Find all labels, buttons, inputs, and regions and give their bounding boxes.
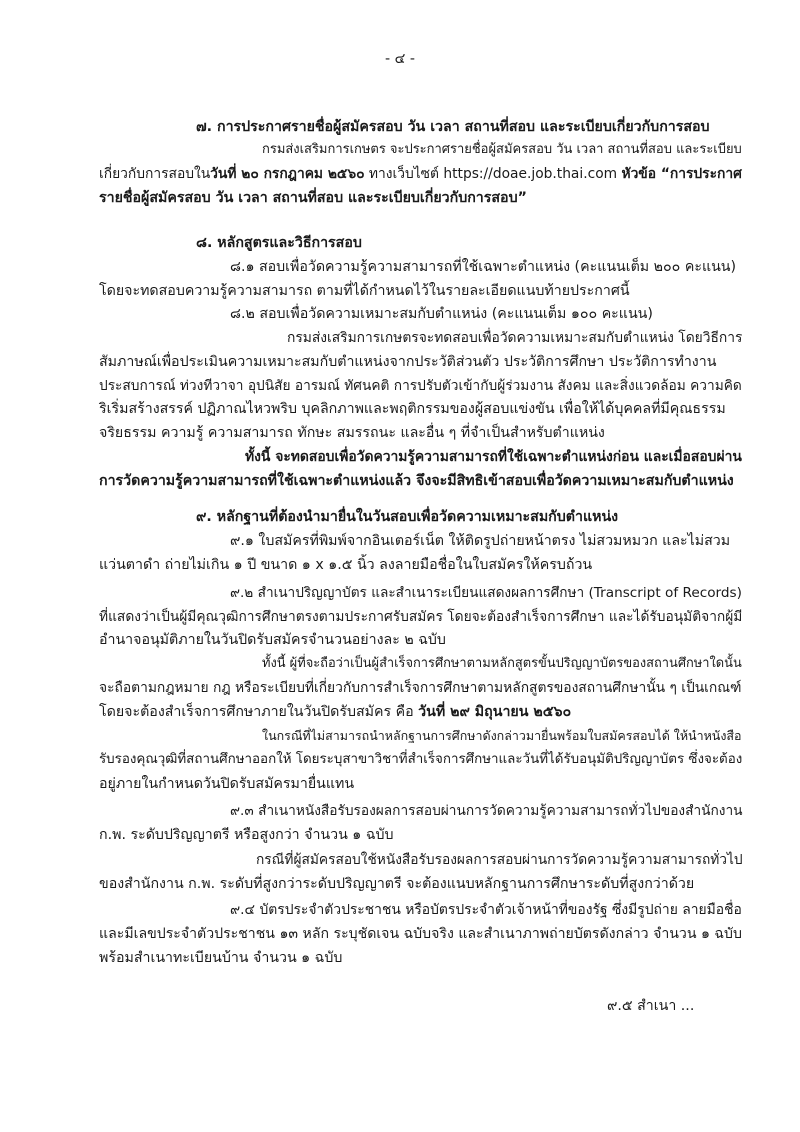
section-9-line: และมีเลขประจำตัวประชาชน ๑๓ หลัก ระบุชัดเจน ฉบับจริง และสำเนาภาพถ่ายบัตรดังกล่าว จำนวน ๑ ฉบับ: [99, 926, 742, 942]
section-8-line: โดยจะทดสอบความรู้ความสามารถ ตามที่ได้กำหนดไว้ในรายละเอียดแนบท้ายประกาศนี้: [99, 283, 630, 299]
website-text: ทางเว็บไซต์ https://doae.job.thai.com: [364, 166, 622, 182]
section-8-line: สัมภาษณ์เพื่อประเมินความเหมาะสมกับตำแหน่งจากประวัติส่วนตัว ประวัติการศึกษา ประวัติการทำงาน: [99, 354, 717, 370]
section-8-line: การวัดความรู้ความสามารถที่ใช้เฉพาะตำแหน่งแล้ว จึงจะมีสิทธิเข้าสอบเพื่อวัดความเหมาะสมกับตำแหน่ง: [99, 473, 734, 489]
announce-date: วันที่ ๒๐ กรกฎาคม ๒๕๖๐: [210, 166, 365, 182]
section-8-heading: ๘. หลักสูตรและวิธีการสอบ: [196, 235, 362, 251]
section-9-line: ๙.๓ สำเนาหนังสือรับรองผลการสอบผ่านการวัดความรู้ความสามารถทั่วไปของสำนักงาน: [230, 803, 743, 819]
section-9-line: รับรองคุณวุฒิที่สถานศึกษาออกให้ โดยระบุสาขาวิชาที่สำเร็จการศึกษาและวันที่ได้รับอนุมัติปริญญาบัตร ซึ่งจะต้อง: [99, 752, 743, 767]
section-9-line: ๙.๑ ใบสมัครที่พิมพ์จากอินเตอร์เน็ต ให้ติดรูปถ่ายหน้าตรง ไม่สวมหมวก และไม่สวม: [230, 533, 731, 549]
section-9-line: พร้อมสำเนาทะเบียนบ้าน จำนวน ๑ ฉบับ: [99, 950, 343, 966]
section-9-line: จะถือตามกฎหมาย กฎ หรือระเบียบที่เกี่ยวกับการสำเร็จการศึกษาตามหลักสูตรของสถานศึกษานั้น ๆ เป็นเกณฑ์: [99, 680, 742, 696]
section-8-line: กรมส่งเสริมการเกษตรจะทดสอบเพื่อวัดความเหมาะสมกับตำแหน่ง โดยวิธีการ: [287, 330, 743, 346]
section-9-line: กรณีที่ผู้สมัครสอบใช้หนังสือรับรองผลการสอบผ่านการวัดความรู้ความสามารถทั่วไป: [256, 852, 743, 868]
section-8-line: จริยธรรม ความรู้ ความสามารถ ทักษะ สมรรถนะ และอื่น ๆ ที่จำเป็นสำหรับตำแหน่ง: [99, 425, 605, 441]
section-7-line: รายชื่อผู้สมัครสอบ วัน เวลา สถานที่สอบ และระเบียบเกี่ยวกับการสอบ”: [99, 190, 527, 206]
section-9-line: อยู่ภายในกำหนดวันปิดรับสมัครมายื่นแทน: [99, 776, 355, 792]
section-9-line: ก.พ. ระดับปริญญาตรี หรือสูงกว่า จำนวน ๑ ฉบับ: [99, 827, 394, 843]
closing-date: วันที่ ๒๙ มิถุนายน ๒๕๖๐: [418, 704, 572, 720]
section-9-line: ๙.๔ บัตรประจำตัวประชาชน หรือบัตรประจำตัวเจ้าหน้าที่ของรัฐ ซึ่งมีรูปถ่าย ลายมือชื่อ: [230, 902, 742, 918]
section-7-line: กรมส่งเสริมการเกษตร จะประกาศรายชื่อผู้สมัครสอบ วัน เวลา สถานที่สอบ และระเบียบ: [262, 142, 742, 157]
page-number: - ๔ -: [385, 51, 415, 67]
section-8-line: ๘.๒ สอบเพื่อวัดความเหมาะสมกับตำแหน่ง (คะแนนเต็ม ๑๐๐ คะแนน): [230, 306, 653, 322]
section-9-line: ที่แสดงว่าเป็นผู้มีคุณวุฒิการศึกษาตรงตามประกาศรับสมัคร โดยจะต้องสำเร็จการศึกษา และได้รับอนุมัติจากผู้มี: [99, 609, 743, 625]
section-9-line: ในกรณีที่ไม่สามารถนำหลักฐานการศึกษาดังกล่าวมายื่นพร้อมใบสมัครสอบได้ ให้นำหนังสือ: [262, 728, 742, 743]
section-9-heading: ๙. หลักฐานที่ต้องนำมายื่นในวันสอบเพื่อวัดความเหมาะสมกับตำแหน่ง: [196, 509, 619, 525]
section-8-line: ทั้งนี้ จะทดสอบเพื่อวัดความรู้ความสามารถที่ใช้เฉพาะตำแหน่งก่อน และเมื่อสอบผ่าน: [245, 449, 742, 465]
section-9-line: ๙.๒ สำเนาปริญญาบัตร และสำเนาระเบียนแสดงผลการศึกษา (Transcript of Records): [230, 585, 742, 601]
section-8-line: ประสบการณ์ ท่วงทีวาจา อุปนิสัย อารมณ์ ทัศนคติ การปรับตัวเข้ากับผู้ร่วมงาน สังคม และสิ่งแวดล้อม ความคิด: [99, 378, 742, 394]
section-9-line: โดยจะต้องสำเร็จการศึกษาภายในวันปิดรับสมัคร คือ วันที่ ๒๙ มิถุนายน ๒๕๖๐: [99, 704, 572, 720]
continuation-marker: ๙.๕ สำเนา ...: [607, 998, 695, 1014]
section-9-line: แว่นตาดำ ถ่ายไม่เกิน ๑ ปี ขนาด ๑ x ๑.๕ นิ้ว ลงลายมือชื่อในใบสมัครให้ครบถ้วน: [99, 557, 593, 573]
section-9-line: อำนาจอนุมัติภายในวันปิดรับสมัครจำนวนอย่างละ ๒ ฉบับ: [99, 632, 446, 648]
section-7-heading: ๗. การประกาศรายชื่อผู้สมัครสอบ วัน เวลา สถานที่สอบ และระเบียบเกี่ยวกับการสอบ: [196, 119, 710, 135]
section-9-line: ทั้งนี้ ผู้ที่จะถือว่าเป็นผู้สำเร็จการศึกษาตามหลักสูตรขั้นปริญญาบัตรของสถานศึกษาใดนั้น: [262, 656, 742, 671]
section-7-line: เกี่ยวกับการสอบในวันที่ ๒๐ กรกฎาคม ๒๕๖๐ ทางเว็บไซต์ https://doae.job.thai.com หัวข้อ “การประกาศ: [99, 166, 742, 182]
section-8-line: ริเริ่มสร้างสรรค์ ปฏิภาณไหวพริบ บุคลิกภาพและพฤติกรรมของผู้สอบแข่งขัน เพื่อให้ได้บุคคลที่มีคุณธรรม: [99, 401, 726, 417]
section-8-line: ๘.๑ สอบเพื่อวัดความรู้ความสามารถที่ใช้เฉพาะตำแหน่ง (คะแนนเต็ม ๒๐๐ คะแนน): [230, 259, 737, 275]
section-9-line: ของสำนักงาน ก.พ. ระดับที่สูงกว่าระดับปริญญาตรี จะต้องแนบหลักฐานการศึกษาระดับที่สูงกว่าด้วย: [99, 876, 695, 892]
